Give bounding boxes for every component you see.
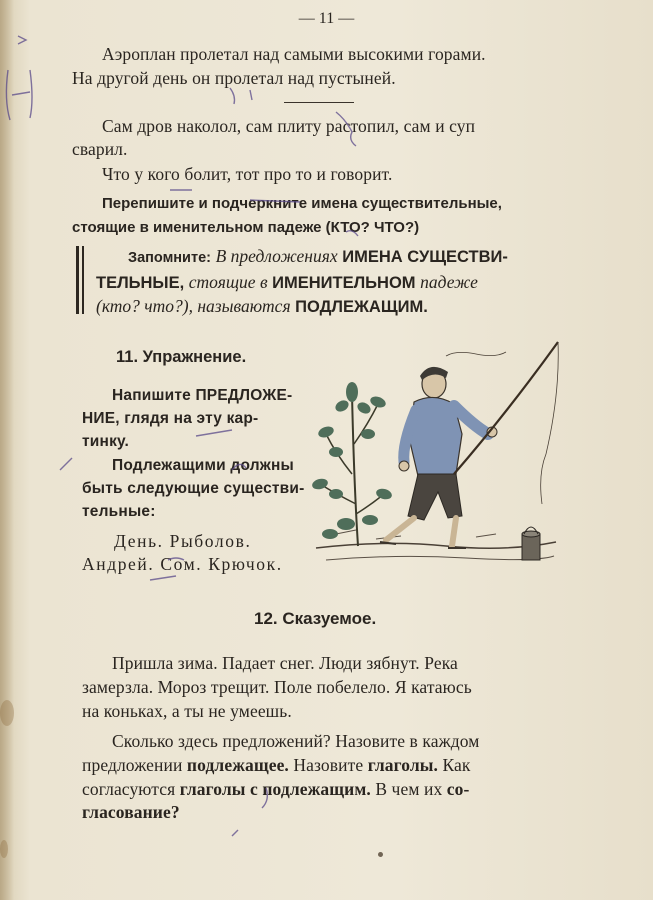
page-number: — 11 — xyxy=(298,10,355,27)
text-span: предложении xyxy=(82,755,183,775)
divider xyxy=(284,102,354,103)
term-subject: подлежащее. xyxy=(186,755,289,775)
exercise-line: Подлежащими должны xyxy=(112,457,294,474)
paragraph-line: гласование? xyxy=(82,802,180,822)
text-span: Как xyxy=(442,755,471,775)
rule-bold: ТЕЛЬНЫЕ, xyxy=(96,274,185,292)
sentence-line: На другой день он пролетал над пустыней. xyxy=(72,68,396,88)
stain xyxy=(0,840,8,858)
word-list: День. Рыболов. xyxy=(114,531,252,551)
text-span: В чем их xyxy=(375,779,443,799)
rule-bold: ИМЕНИТЕЛЬНОМ xyxy=(272,274,416,292)
paragraph-line xyxy=(82,755,471,776)
rule-italic: (кто? что?), называются xyxy=(96,296,291,316)
sentence-line: сварил. xyxy=(72,139,128,159)
task-line: стоящие в именительном падеже (КТО? ЧТО?) xyxy=(72,219,420,236)
text-span: согласуются xyxy=(82,779,176,799)
sentence-line: Сам дров наколол, сам плиту растопил, сам и суп xyxy=(102,116,476,136)
rule-line-2 xyxy=(96,272,478,293)
stain xyxy=(0,700,14,726)
term-verbs: глаголы. xyxy=(367,755,439,775)
rule-italic: падеже xyxy=(420,272,478,292)
exercise-line: тельные: xyxy=(82,503,156,520)
term-agreement: со- xyxy=(446,779,470,799)
rule-italic: стоящие в xyxy=(188,272,268,292)
rule-line-3 xyxy=(96,296,428,317)
stain xyxy=(378,852,383,857)
exercise-line: быть следующие существи- xyxy=(82,480,305,497)
task-line: Перепишите и подчеркните имена существительные, xyxy=(102,195,502,212)
paragraph-line: Сколько здесь предложений? Назовите в каждом xyxy=(112,731,480,751)
fisherman-illustration xyxy=(306,334,566,584)
paragraph-line xyxy=(82,779,469,800)
rule-line-1 xyxy=(128,246,508,267)
sentence-line: Аэроплан пролетал над самыми высокими горами. xyxy=(102,44,486,64)
section-title: 12. Сказуемое. xyxy=(254,609,377,628)
term-verbs-subject: глаголы с подлежащим. xyxy=(179,779,371,799)
page-edge xyxy=(0,0,14,900)
margin-bar xyxy=(76,246,79,314)
sentence-line: Что у кого болит, тот про то и говорит. xyxy=(102,164,393,184)
exercise-line: НИЕ, глядя на эту кар- xyxy=(82,410,259,427)
paragraph-line: замерзла. Мороз трещит. Поле побелело. Я катаюсь xyxy=(82,677,472,697)
paragraph-line: на коньках, а ты не умеешь. xyxy=(82,701,292,721)
rule-bold: ПОДЛЕЖАЩИМ. xyxy=(295,298,428,316)
exercise-title: 11. Упражнение. xyxy=(116,348,247,366)
rule-bold: ИМЕНА СУЩЕСТВИ- xyxy=(342,248,508,266)
word-list: Андрей. Сом. Крючок. xyxy=(82,554,283,574)
margin-bar xyxy=(82,246,84,314)
exercise-line: Напишите ПРЕДЛОЖЕ- xyxy=(112,387,293,404)
rule-italic: В предложениях xyxy=(215,246,338,266)
paragraph-line: Пришла зима. Падает снег. Люди зябнут. Река xyxy=(112,653,458,673)
remember-label: Запомните: xyxy=(128,250,211,266)
text-span: Назовите xyxy=(293,755,364,775)
exercise-line: тинку. xyxy=(82,433,130,450)
